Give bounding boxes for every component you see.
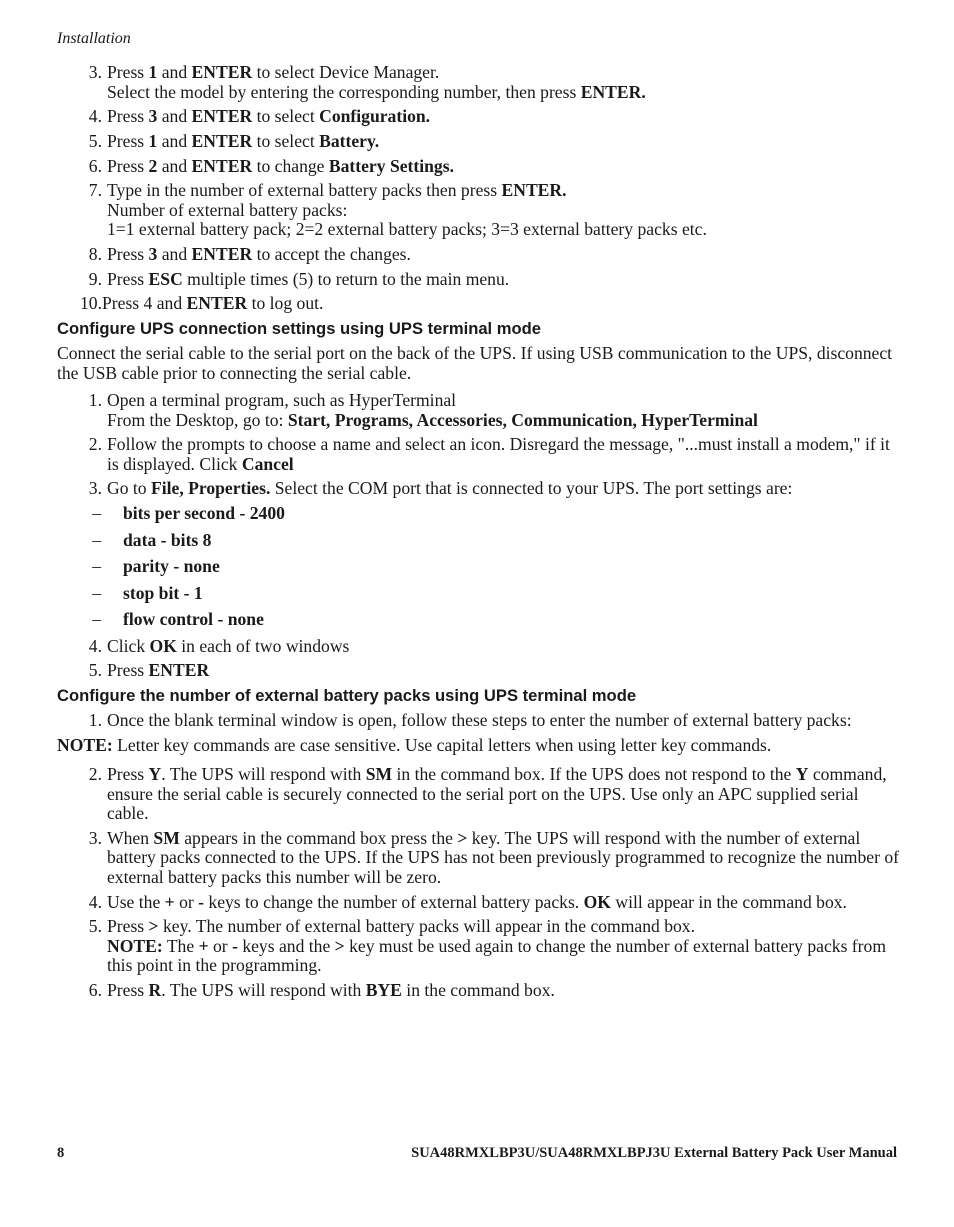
text-run: in the command box. [401,979,555,1000]
bold-text: ENTER [148,660,210,681]
text-run: keys and the [237,935,335,956]
text-run: will appear in the command box. [610,891,847,912]
bold-text: ENTER [191,106,253,127]
list-item [57,711,902,731]
item-line [107,270,902,290]
item-number: 1. [88,709,102,730]
bold-text: ENTER [191,155,253,176]
item-line [107,63,902,83]
port-setting-text: flow control - none [123,609,264,630]
port-setting-text: data - bits 8 [123,529,212,550]
list-item [57,270,902,290]
item-number: 7. [88,180,102,201]
page-number: 8 [57,1145,65,1161]
dash-bullet: – [92,582,101,603]
list-item [57,893,902,913]
item-number: 5. [88,660,102,681]
list-item [57,661,902,681]
item-text [102,294,902,314]
list-item [57,181,902,240]
item-line [107,157,902,177]
bold-text: OK [583,891,611,912]
text-run: The [162,935,199,956]
item-number: 4. [88,891,102,912]
text-run: key. The number of external battery packs will appear in the command box. [158,916,696,937]
item-text [102,765,902,824]
text-run: Select the COM port that is connected to your UPS. The port settings are: [270,478,793,499]
heading-battery-packs: Configure the number of external battery packs using UPS terminal mode [57,685,637,705]
text-run: to change [252,155,329,176]
text-run: Follow the prompts to choose a name and select an icon. Disregard the message, "...must install a modem," if it is displayed. Click [107,434,890,474]
text-run: Click [107,635,150,656]
text-run: or [174,891,199,912]
item-number: 5. [88,916,102,937]
item-text [102,661,902,681]
text-run: Press [107,155,149,176]
list-item [57,157,902,177]
bold-text: Configuration. [319,106,431,127]
item-line [107,661,902,681]
item-number: 10. [80,293,102,314]
list-item [57,765,902,824]
bold-text: 1 [148,62,158,82]
list-item [57,107,902,127]
bold-text: Y [148,764,162,785]
text-run: to select Device Manager. [252,62,440,82]
list-item [57,294,902,314]
steps-list-a [57,63,902,314]
text-run: and [157,130,192,151]
item-number: 4. [88,106,102,127]
item-continuation [107,220,902,240]
note-text: Letter key commands are case sensitive. Use capital letters when using letter key commands. [112,734,772,755]
port-setting-item [57,610,902,630]
text-run: and [157,243,192,264]
bold-text: 3 [148,243,158,264]
item-line [107,711,902,731]
item-line [107,391,902,411]
section-label: Installation [57,30,131,47]
item-line [107,829,902,888]
item-number: 8. [88,243,102,264]
text-run: Press 4 and [102,293,187,314]
bold-text: > [334,935,345,956]
item-text [102,157,902,177]
item-number: 5. [88,130,102,151]
text-run: When [107,827,154,848]
item-number: 2. [88,764,102,785]
list-item [57,637,902,657]
bold-text: Battery. [319,130,380,151]
port-setting-item [57,557,902,577]
bold-text: - [232,935,238,956]
item-line [107,637,902,657]
dash-bullet: – [92,503,101,524]
bold-text: 3 [148,106,158,127]
item-text [102,245,902,265]
item-line [107,893,902,913]
text-run: and [157,106,192,127]
item-number: 3. [88,62,102,82]
item-text [102,63,902,102]
item-continuation [107,201,902,221]
text-run: Press [107,243,149,264]
bold-text: OK [149,635,177,656]
steps-list-b [57,391,902,499]
bold-text: ENTER [186,293,248,314]
text-run: and [157,62,192,82]
text-run: to select [252,106,320,127]
item-number: 9. [88,268,102,289]
bold-text: > [148,916,159,937]
item-text [102,829,902,888]
item-line [107,765,902,824]
manual-title: SUA48RMXLBP3U/SUA48RMXLBPJ3U External Battery Pack User Manual [411,1145,897,1161]
bold-text: File, Properties. [150,478,271,499]
item-text [102,711,902,731]
bold-text: Y [795,764,809,785]
text-run: appears in the command box press the [179,827,458,848]
text-run: key must be used again to change the number of external battery packs from this point in the programming. [107,935,887,976]
item-text [102,917,902,976]
dash-bullet: – [92,609,101,630]
text-run: command, ensure the serial cable is securely connected to the serial port on the UPS. Use only an APC supplied serial cable. [107,764,887,824]
list-item [57,63,902,102]
port-setting-text: stop bit - 1 [123,582,203,603]
dash-bullet: – [92,556,101,577]
text-run: Type in the number of external battery packs then press [107,180,502,201]
item-line [107,245,902,265]
bold-text: Start, Programs, Accessories, Communication, HyperTerminal [287,409,758,430]
bold-text: ENTER [191,243,253,264]
text-run: Open a terminal program, such as HyperTerminal [107,390,457,410]
item-line [107,917,902,937]
text-run: Press [107,130,149,151]
item-line [107,435,902,474]
item-text [102,435,902,474]
text-run: Press [107,268,149,289]
list-item [57,829,902,888]
bold-text: NOTE: [107,935,163,956]
text-run: . The UPS will respond with [161,979,366,1000]
item-text [102,893,902,913]
item-number: 6. [88,979,102,1000]
port-setting-text: bits per second - 2400 [123,503,285,524]
bold-text: ENTER. [501,180,567,201]
text-run: to accept the changes. [252,243,411,264]
bold-text: ENTER. [580,81,646,102]
bold-text: SM [153,827,180,848]
list-item [57,435,902,474]
text-run: Press [107,979,149,1000]
item-text [102,270,902,290]
heading-ups-connection: Configure UPS connection settings using UPS terminal mode [57,319,542,338]
intro-paragraph: Connect the serial cable to the serial port on the back of the UPS. If using USB communication to the UPS, disconnect the USB cable prior to connecting the serial cable. [57,343,893,383]
list-item [57,245,902,265]
list-item [57,981,902,1001]
bold-text: BYE [365,979,402,1000]
item-line [107,479,902,499]
steps-list-b-after [57,637,902,681]
bold-text: 1 [148,130,158,151]
steps-list-c-pre [57,711,902,731]
text-run: Select the model by entering the corresponding number, then press [107,81,581,102]
text-run: key. The UPS will respond with the number of external battery packs connected to the UPS. If the UPS has not been previously programmed to recognize the number of external battery packs this number will be zero. [107,827,899,887]
text-run: keys to change the number of external battery packs. [204,891,584,912]
item-continuation [107,83,902,103]
item-line [107,181,902,201]
text-run: Press [107,764,149,785]
bold-text: R [148,979,162,1000]
item-text [102,479,902,499]
text-run: in each of two windows [176,635,350,656]
bold-text: + [164,891,175,912]
text-run: Press [107,106,149,127]
text-run: to select [252,130,320,151]
bold-text: - [198,891,204,912]
item-line [107,132,902,152]
item-line [107,981,902,1001]
dash-bullet: – [92,529,101,550]
text-run: Press [107,916,149,937]
text-run: to log out. [247,293,324,314]
item-continuation [107,411,902,431]
item-text [102,391,902,430]
text-run: or [208,935,233,956]
steps-list-c [57,765,902,1000]
item-number: 1. [88,390,102,410]
port-settings-list [57,504,902,630]
text-run: Press [107,62,149,82]
item-number: 3. [88,478,102,499]
port-setting-item [57,584,902,604]
item-number: 4. [88,635,102,656]
bold-text: ENTER [191,130,253,151]
bold-text: > [457,827,468,848]
text-run: Press [107,660,149,681]
item-text [102,132,902,152]
text-run: 1=1 external battery pack; 2=2 external battery packs; 3=3 external battery packs etc. [107,219,707,240]
bold-text: 2 [148,155,158,176]
bold-text: ENTER [191,62,253,82]
text-run: Go to [107,478,151,499]
item-line [102,294,902,314]
text-run: From the Desktop, go to: [107,409,288,430]
text-run: in the command box. If the UPS does not respond to the [392,764,796,785]
list-item [57,917,902,976]
item-text [102,181,902,240]
text-run: Once the blank terminal window is open, follow these steps to enter the number of external battery packs: [107,709,852,730]
text-run: and [157,155,192,176]
text-run: multiple times (5) to return to the main menu. [182,268,510,289]
page-content [57,63,902,1006]
bold-text: Battery Settings. [328,155,454,176]
bold-text: SM [365,764,393,785]
item-number: 2. [88,434,102,455]
text-run: Use the [107,891,165,912]
bold-text: ESC [148,268,183,289]
port-setting-item [57,504,902,524]
item-text [102,981,902,1001]
item-line [107,107,902,127]
item-text [102,637,902,657]
port-setting-text: parity - none [123,556,220,577]
item-continuation [107,937,902,976]
list-item [57,391,902,430]
text-run: Number of external battery packs: [107,199,348,220]
bold-text: + [198,935,209,956]
note-label: NOTE: [57,734,113,755]
item-text [102,107,902,127]
text-run: . The UPS will respond with [161,764,366,785]
list-item [57,132,902,152]
item-number: 3. [88,827,102,848]
port-setting-item [57,531,902,551]
bold-text: Cancel [241,453,294,474]
list-item [57,479,902,499]
note-paragraph [57,736,902,756]
item-number: 6. [88,155,102,176]
